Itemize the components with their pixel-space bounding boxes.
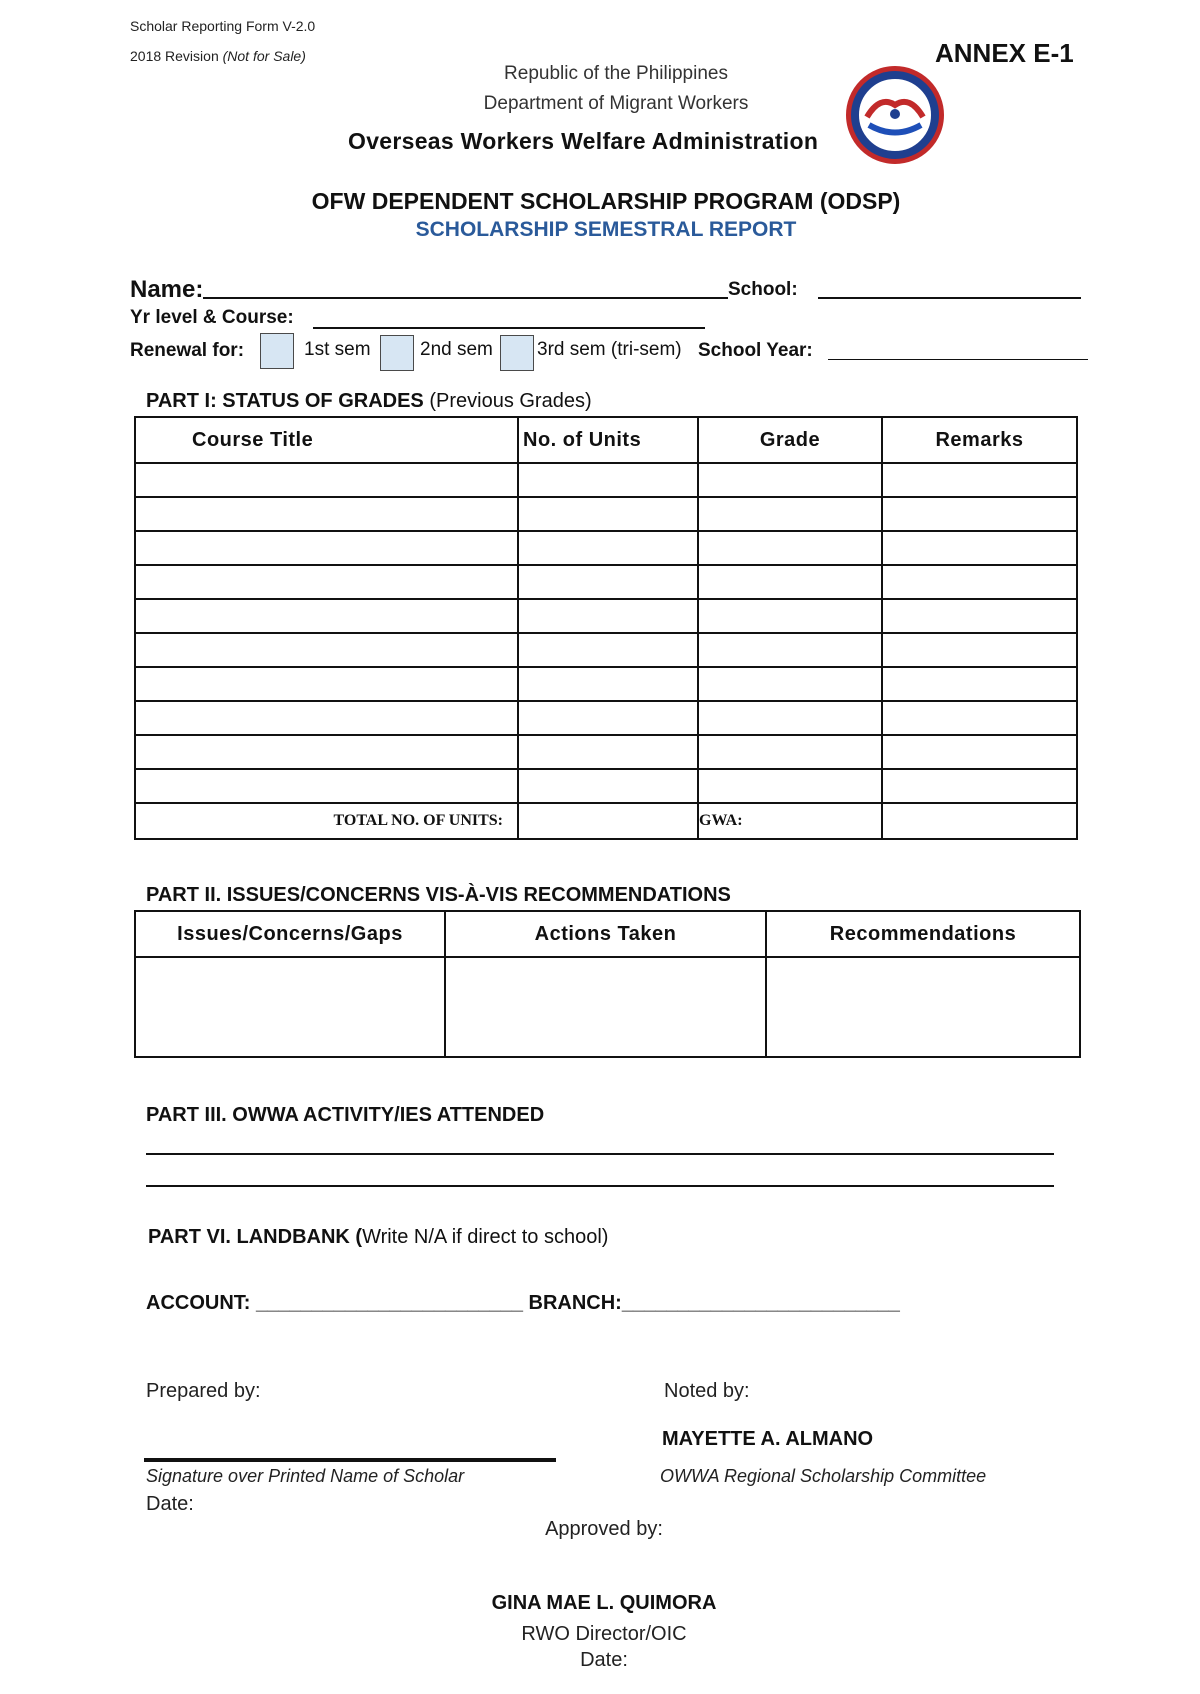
course-cell[interactable]	[135, 599, 518, 633]
course-cell[interactable]	[135, 565, 518, 599]
approved-by-label: Approved by:	[545, 1518, 663, 1540]
grade-cell[interactable]	[698, 667, 882, 701]
units-cell[interactable]	[518, 735, 698, 769]
col-issues: Issues/Concerns/Gaps	[135, 911, 445, 957]
activity-line-2[interactable]	[146, 1185, 1054, 1187]
approved-name: GINA MAE L. QUIMORA	[491, 1592, 717, 1614]
department-line: Department of Migrant Workers	[483, 93, 749, 114]
grade-row	[135, 701, 1077, 735]
school-year-label: School Year:	[698, 340, 813, 361]
part4-title: PART VI. LANDBANK (	[148, 1226, 363, 1248]
col-grade: Grade	[698, 417, 882, 463]
grade-row	[135, 497, 1077, 531]
units-cell[interactable]	[518, 633, 698, 667]
remarks-cell[interactable]	[882, 599, 1077, 633]
grades-body	[135, 463, 1077, 803]
remarks-cell[interactable]	[882, 667, 1077, 701]
course-cell[interactable]	[135, 701, 518, 735]
noted-name: MAYETTE A. ALMANO	[662, 1428, 874, 1450]
date-label-2: Date:	[580, 1649, 628, 1671]
remarks-cell[interactable]	[882, 531, 1077, 565]
agency-name: Overseas Workers Welfare Administration	[348, 128, 819, 154]
col-recommendations: Recommendations	[766, 911, 1080, 957]
renewal-label: Renewal for:	[130, 340, 245, 361]
gwa-label: GWA:	[698, 803, 882, 839]
gwa-remarks-cell[interactable]	[882, 803, 1077, 839]
revision-note: (Not for Sale)	[222, 48, 306, 64]
units-cell[interactable]	[518, 565, 698, 599]
course-cell[interactable]	[135, 667, 518, 701]
grades-table	[134, 416, 1078, 840]
grade-row	[135, 667, 1077, 701]
revision: 2018 Revision	[130, 48, 219, 64]
grade-cell[interactable]	[698, 769, 882, 803]
grade-row	[135, 531, 1077, 565]
col-units: No. of Units	[518, 417, 698, 463]
account-line	[146, 1292, 900, 1315]
remarks-cell[interactable]	[882, 701, 1077, 735]
grade-cell[interactable]	[698, 701, 882, 735]
date-label-1: Date:	[146, 1493, 194, 1515]
total-units-label: TOTAL NO. OF UNITS:	[135, 803, 518, 839]
grade-cell[interactable]	[698, 463, 882, 497]
sem1-checkbox[interactable]	[260, 333, 294, 369]
school-label: School:	[728, 279, 798, 300]
approved-title: RWO Director/OIC	[521, 1623, 687, 1645]
owwa-logo	[845, 65, 945, 165]
units-cell[interactable]	[518, 531, 698, 565]
account-label: ACCOUNT:	[146, 1292, 251, 1314]
grade-cell[interactable]	[698, 531, 882, 565]
part1-title: PART I: STATUS OF GRADES	[146, 390, 424, 412]
sem1-label: 1st sem	[304, 339, 371, 360]
grade-row	[135, 599, 1077, 633]
issues-header-row	[135, 911, 1080, 957]
course-cell[interactable]	[135, 735, 518, 769]
remarks-cell[interactable]	[882, 633, 1077, 667]
part1-heading	[146, 390, 592, 413]
name-label: Name:	[130, 276, 204, 303]
course-cell[interactable]	[135, 769, 518, 803]
grade-row	[135, 735, 1077, 769]
part4-heading	[148, 1226, 608, 1249]
sem3-checkbox[interactable]	[500, 335, 534, 371]
school-input-line[interactable]	[818, 297, 1081, 299]
form-code: Scholar Reporting Form V-2.0	[130, 18, 316, 34]
course-cell[interactable]	[135, 633, 518, 667]
grade-cell[interactable]	[698, 599, 882, 633]
part4-note: Write N/A if direct to school)	[362, 1226, 609, 1248]
col-remarks: Remarks	[882, 417, 1077, 463]
grade-row	[135, 463, 1077, 497]
scholar-caption: Signature over Printed Name of Scholar	[146, 1466, 465, 1486]
branch-blank[interactable]: _________________________	[621, 1292, 900, 1314]
remarks-cell[interactable]	[882, 463, 1077, 497]
course-cell[interactable]	[135, 531, 518, 565]
account-blank[interactable]: ________________________	[256, 1292, 523, 1314]
report-title: SCHOLARSHIP SEMESTRAL REPORT	[415, 218, 797, 241]
grade-cell[interactable]	[698, 735, 882, 769]
republic-line: Republic of the Philippines	[504, 63, 728, 84]
part3-title: PART III. OWWA ACTIVITY/IES ATTENDED	[146, 1104, 545, 1126]
units-cell[interactable]	[518, 667, 698, 701]
remarks-cell[interactable]	[882, 565, 1077, 599]
noted-title: OWWA Regional Scholarship Committee	[660, 1466, 987, 1486]
noted-by-label: Noted by:	[664, 1380, 750, 1402]
units-cell[interactable]	[518, 497, 698, 531]
units-cell[interactable]	[518, 463, 698, 497]
grade-row	[135, 565, 1077, 599]
remarks-cell[interactable]	[882, 497, 1077, 531]
grades-header-row	[135, 417, 1077, 463]
part2-title: PART II. ISSUES/CONCERNS VIS-À-VIS RECOMMENDATIONS	[146, 884, 731, 906]
grade-cell[interactable]	[698, 497, 882, 531]
units-cell[interactable]	[518, 599, 698, 633]
units-cell[interactable]	[518, 701, 698, 735]
grade-row	[135, 769, 1077, 803]
sem3-label: 3rd sem (tri-sem)	[537, 339, 682, 360]
name-input-line[interactable]	[203, 297, 728, 299]
sem2-label: 2nd sem	[420, 339, 493, 360]
col-course-title: Course Title	[135, 417, 518, 463]
issues-table	[134, 910, 1081, 1058]
col-actions: Actions Taken	[445, 911, 766, 957]
school-year-input-line[interactable]	[828, 359, 1088, 360]
remarks-cell[interactable]	[882, 735, 1077, 769]
issues-row	[135, 957, 1080, 1057]
total-units-cell[interactable]	[518, 803, 698, 839]
grade-row	[135, 633, 1077, 667]
grade-cell[interactable]	[698, 633, 882, 667]
program-title: OFW DEPENDENT SCHOLARSHIP PROGRAM (ODSP)	[311, 188, 901, 214]
recommendations-cell[interactable]	[766, 957, 1080, 1057]
actions-cell[interactable]	[445, 957, 766, 1057]
issues-cell[interactable]	[135, 957, 445, 1057]
yr-level-input-line[interactable]	[313, 327, 705, 329]
scholar-signature-line[interactable]	[144, 1458, 556, 1462]
annex-label: ANNEX E-1	[935, 38, 1074, 68]
grade-cell[interactable]	[698, 565, 882, 599]
prepared-by-label: Prepared by:	[146, 1380, 261, 1402]
sem2-checkbox[interactable]	[380, 335, 414, 371]
branch-label: BRANCH:	[528, 1292, 622, 1314]
course-cell[interactable]	[135, 497, 518, 531]
yr-level-label: Yr level & Course:	[130, 307, 294, 328]
units-cell[interactable]	[518, 769, 698, 803]
revision-line	[130, 48, 306, 64]
activity-line-1[interactable]	[146, 1153, 1054, 1155]
course-cell[interactable]	[135, 463, 518, 497]
totals-row	[135, 803, 1077, 839]
remarks-cell[interactable]	[882, 769, 1077, 803]
part1-subtitle: (Previous Grades)	[429, 390, 592, 412]
